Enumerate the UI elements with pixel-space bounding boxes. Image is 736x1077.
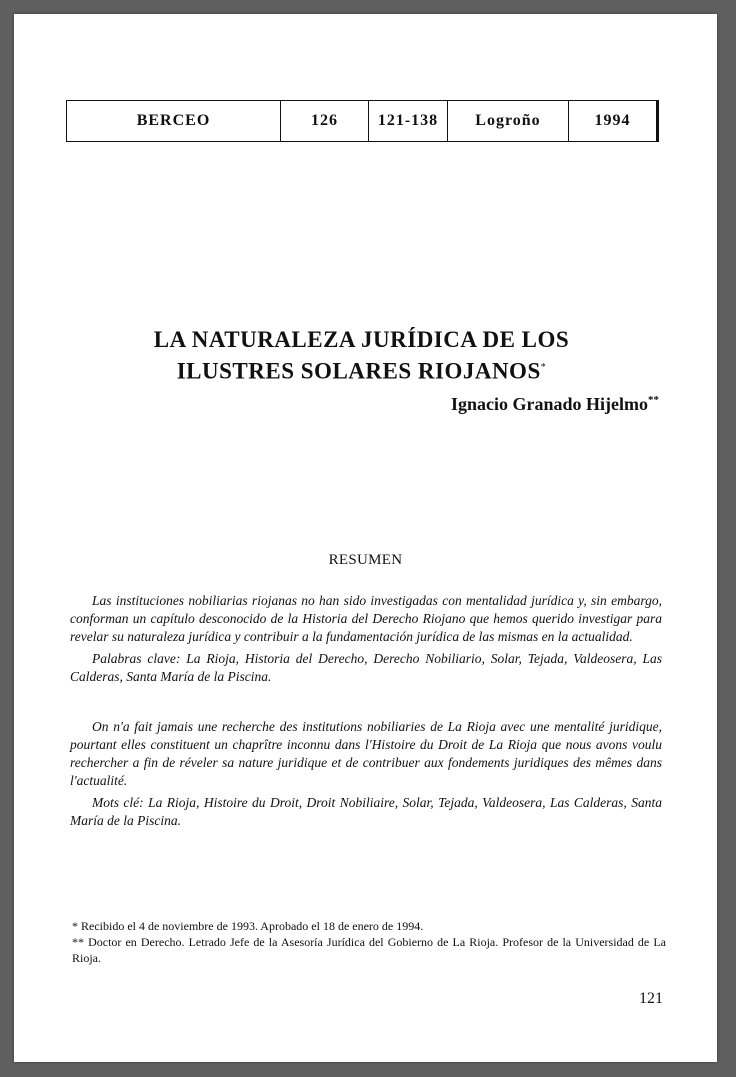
pages-cell: 121-138 <box>369 101 448 142</box>
document-page <box>14 14 717 1062</box>
journal-name-cell: BERCEO <box>67 101 281 142</box>
abstract-es-paragraph: Las instituciones nobiliarias riojanas no han sido investigadas con mentalidad jurídica y, sin embargo, conforman un capítulo desconocido de la Historia del Derecho Riojano que hemos querido investigar para revelar su naturaleza jurídica y contribuir a la fundamentación jurídica de las mismas en la actualidad. <box>70 593 662 644</box>
title-line-1: LA NATURALEZA JURÍDICA DE LOS <box>153 327 570 352</box>
title-footnote-mark: * <box>540 362 547 373</box>
title-line-2-text: ILUSTRES SOLARES RIOJANOS <box>176 358 541 384</box>
abstract-fr-keywords: Mots clé: La Rioja, Histoire du Droit, Droit Nobiliaire, Solar, Tejada, Valdeosera, Las Calderas, Santa María de la Piscina. <box>70 795 662 828</box>
footnote-author: ** Doctor en Derecho. Letrado Jefe de la Asesoría Jurídica del Gobierno de La Rioja. Profesor de la Universidad de La Rioja. <box>72 935 666 965</box>
resumen-heading: RESUMEN <box>328 552 403 568</box>
abstract-fr-paragraph: On n'a fait jamais une recherche des institutions nobiliaries de La Rioja avec une mentalité juridique, pourtant elles constituent un chaprître inconnu dans l'Histoire du Droit de La Rioja que nous avons voulu rechercher a fin de réveler sa nature juridique et de contribuer aux fondements juridiques des mêmes dans l'actualité. <box>70 719 662 788</box>
article-title <box>74 326 649 386</box>
title-line-2 <box>74 354 649 386</box>
author-footnote-mark: ** <box>648 394 659 406</box>
abstract-french <box>70 718 662 830</box>
issue-cell: 126 <box>281 101 369 142</box>
footnotes <box>72 918 666 966</box>
city-cell: Logroño <box>448 101 569 142</box>
footnote-received: * Recibido el 4 de noviembre de 1993. Aprobado el 18 de enero de 1994. <box>72 919 424 933</box>
author-name <box>451 394 659 415</box>
year-cell: 1994 <box>569 101 658 142</box>
page-number: 121 <box>639 990 663 1007</box>
journal-header-table <box>66 100 659 142</box>
author-text: Ignacio Granado Hijelmo <box>451 394 648 414</box>
abstract-es-keywords: Palabras clave: La Rioja, Historia del Derecho, Derecho Nobiliario, Solar, Tejada, Valdeosera, Las Calderas, Santa María de la Piscina. <box>70 651 662 684</box>
abstract-spanish <box>70 592 662 686</box>
